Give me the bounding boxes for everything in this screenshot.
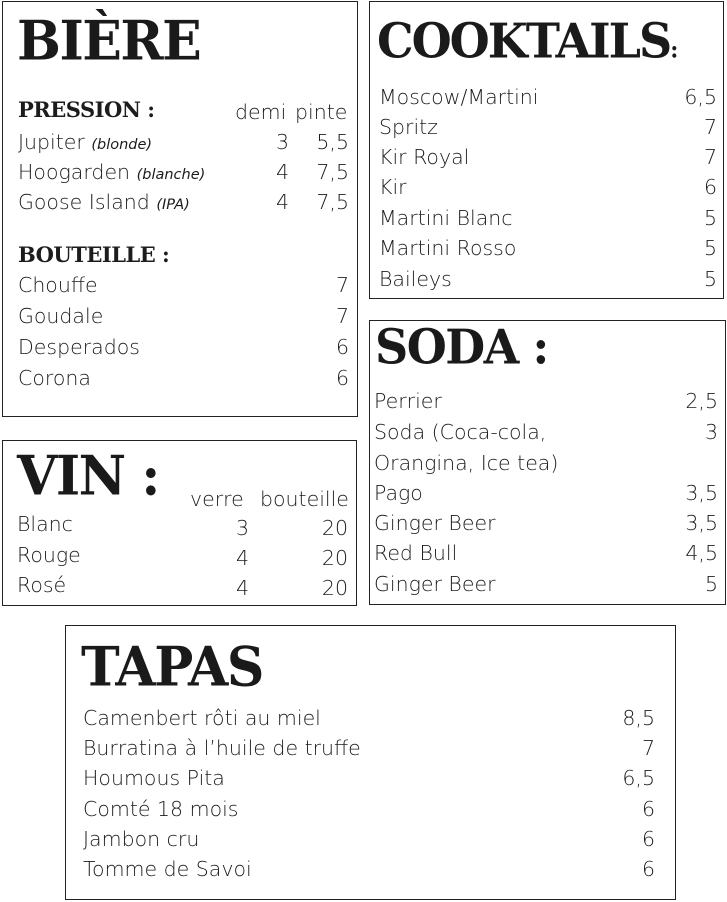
- soda-item: [374, 386, 718, 416]
- soda-item: [374, 508, 718, 538]
- item-name: Tomme de Savoi: [83, 857, 252, 881]
- verre-price: 4: [235, 576, 249, 600]
- demi-price: 3: [275, 130, 289, 154]
- soda-title: SODA :: [375, 318, 548, 376]
- item-name: Orangina, Ice tea): [374, 451, 559, 475]
- item-name: Burratina à l’huile de truffe: [83, 736, 361, 760]
- cocktails-section: [369, 1, 724, 299]
- demi-price: 4: [275, 160, 289, 184]
- cocktail-item: [379, 82, 717, 112]
- item-name: Kir: [379, 175, 407, 199]
- item-price: 7: [335, 273, 349, 297]
- cocktails-title-text: COOKTAILS: [377, 12, 671, 70]
- pinte-price: 5,5: [316, 130, 349, 154]
- item-price: 6: [335, 335, 349, 359]
- demi-price: 4: [275, 190, 289, 214]
- verre-price: 4: [235, 546, 249, 570]
- item-note: (blanche): [136, 167, 206, 183]
- item-name: Desperados: [18, 335, 140, 359]
- item-note: (blonde): [91, 137, 153, 153]
- vin-item: [17, 509, 167, 539]
- tapas-item: [83, 824, 655, 854]
- pression-item: [18, 127, 348, 157]
- item-price: 4,5: [685, 541, 718, 565]
- item-price: 6,5: [684, 85, 717, 109]
- item-name: Rosé: [17, 573, 67, 597]
- item-name: Houmous Pita: [83, 766, 225, 790]
- soda-item: [374, 478, 718, 508]
- tapas-item: [83, 794, 655, 824]
- item-price: 6: [641, 797, 655, 821]
- item-name: Moscow/Martini: [379, 85, 539, 109]
- pression-item: [18, 157, 348, 187]
- bouteille-price: 20: [321, 516, 348, 540]
- item-price: 6,5: [622, 766, 655, 790]
- item-name: Jupiter: [18, 130, 85, 154]
- bouteille-item: [18, 363, 349, 393]
- item-price: 3: [704, 420, 718, 444]
- item-price: 7: [641, 736, 655, 760]
- item-price: 6: [641, 857, 655, 881]
- col-bouteille: bouteille: [260, 487, 349, 511]
- cocktails-title: [377, 12, 677, 70]
- item-name: Perrier: [374, 389, 442, 413]
- vin-title: VIN :: [17, 444, 159, 509]
- tapas-item: [83, 763, 655, 793]
- soda-section: [369, 320, 726, 605]
- col-verre: verre: [190, 487, 244, 511]
- item-name: Jambon cru: [83, 827, 200, 851]
- bouteille-price: 20: [321, 576, 348, 600]
- item-name: Pago: [374, 481, 423, 505]
- cocktail-item: [379, 203, 717, 233]
- item-price: 6: [335, 366, 349, 390]
- pinte-price: 7,5: [316, 190, 349, 214]
- item-name: Kir Royal: [379, 145, 470, 169]
- tapas-title: TAPAS: [81, 635, 263, 700]
- soda-item: [374, 448, 718, 478]
- vin-section: [2, 440, 357, 606]
- item-name: Corona: [18, 366, 91, 390]
- item-name: Soda (Coca-cola,: [374, 420, 547, 444]
- item-name: Ginger Beer: [374, 572, 496, 596]
- item-price: 3,5: [685, 511, 718, 535]
- bouteille-item: [18, 270, 349, 300]
- vin-item: [17, 540, 167, 570]
- verre-price: 3: [235, 516, 249, 540]
- cocktail-item: [379, 142, 717, 172]
- bouteille-title: BOUTEILLE :: [18, 242, 170, 267]
- soda-item: [374, 569, 718, 599]
- cocktail-item: [379, 112, 717, 142]
- item-price: 7: [703, 115, 717, 139]
- cocktails-title-colon: :: [670, 36, 677, 64]
- bouteille-item: [18, 332, 349, 362]
- tapas-item: [83, 703, 655, 733]
- item-name: Hoogarden: [18, 160, 131, 184]
- tapas-item: [83, 854, 655, 884]
- pression-item: [18, 187, 348, 217]
- item-name: Goudale: [18, 304, 104, 328]
- item-note: (IPA): [156, 197, 190, 213]
- cocktail-item: [379, 264, 717, 294]
- cocktail-item: [379, 233, 717, 263]
- item-price: 6: [703, 175, 717, 199]
- biere-section: [2, 1, 358, 417]
- item-name: Martini Blanc: [379, 206, 513, 230]
- soda-item: [374, 417, 718, 447]
- item-name: Camenbert rôti au miel: [83, 706, 321, 730]
- biere-title: BIÈRE: [17, 9, 201, 74]
- item-name: Comté 18 mois: [83, 797, 239, 821]
- item-name: Red Bull: [374, 541, 458, 565]
- item-name: Rouge: [17, 543, 81, 567]
- item-price: 8,5: [622, 706, 655, 730]
- item-price: 5: [703, 206, 717, 230]
- item-name: Baileys: [379, 267, 452, 291]
- pinte-price: 7,5: [316, 160, 349, 184]
- soda-item: [374, 538, 718, 568]
- col-demi: demi: [235, 100, 287, 124]
- item-price: 6: [641, 827, 655, 851]
- pression-title: PRESSION :: [18, 97, 155, 122]
- col-pinte: pinte: [295, 100, 348, 124]
- item-name: Blanc: [17, 512, 73, 536]
- item-price: 3,5: [685, 481, 718, 505]
- tapas-item: [83, 733, 655, 763]
- item-price: 2,5: [685, 389, 718, 413]
- vin-item: [17, 570, 167, 600]
- item-name: Martini Rosso: [379, 236, 517, 260]
- item-price: 5: [704, 572, 718, 596]
- item-name: Chouffe: [18, 273, 98, 297]
- item-name: Goose Island: [18, 190, 150, 214]
- item-name: Spritz: [379, 115, 438, 139]
- item-price: 5: [703, 267, 717, 291]
- item-price: 7: [703, 145, 717, 169]
- bouteille-price: 20: [321, 546, 348, 570]
- item-name: Ginger Beer: [374, 511, 496, 535]
- item-price: 5: [703, 236, 717, 260]
- item-price: 7: [335, 304, 349, 328]
- cocktail-item: [379, 172, 717, 202]
- tapas-section: [65, 625, 676, 900]
- bouteille-item: [18, 301, 349, 331]
